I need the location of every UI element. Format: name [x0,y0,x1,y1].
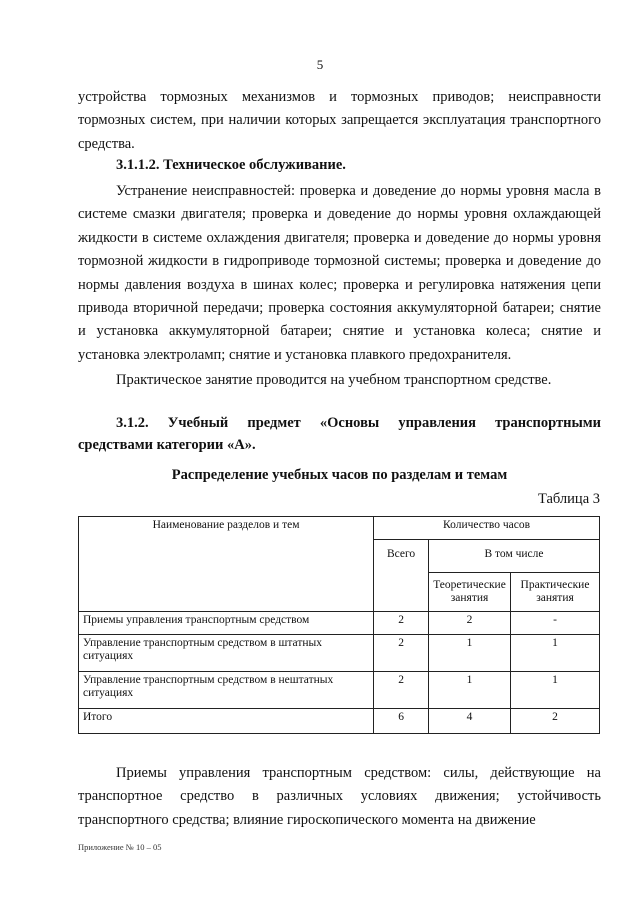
header-cell-theory: Теоретические занятия [429,573,511,612]
row-practice: 1 [511,672,600,709]
row-name: Управление транспортным средством в штатных ситуациях [79,635,374,672]
table-header-row [79,517,600,540]
hours-table [78,516,600,734]
row-total: 2 [374,672,429,709]
paragraph-brakes: устройства тормозных механизмов и тормозных приводов; неисправности тормозных систем, при наличии которых запрещается эксплуатация транспортного средства. [78,89,601,152]
header-cell-practice: Практические занятия [511,573,600,612]
heading-maintenance: 3.1.1.2. Техническое обслуживание. [116,157,346,173]
header-cell-including: В том числе [429,540,600,573]
footer-note: Приложение № 10 – 05 [78,842,162,852]
paragraph-practical: Практическое занятие проводится на учебном транспортном средстве. [116,372,552,388]
paragraph-maintenance: Устранение неисправностей: проверка и доведение до нормы уровня масла в системе смазки двигателя; проверка и доведение до нормы уровня охлаждающей жидкости в системе охлаждения двигателя; проверка и доведение до нормы уровня тормозной жидкости в гидроприводе тормозной системы; проверка и доведение до нормы давления воздуха в шинах колес; проверка и регулировка натяжения цепи привода вторичной передачи; проверка состояния аккумуляторной батареи; снятие и установка аккумуляторной батареи; снятие и установка колеса; снятие и установка электроламп; снятие и установка плавкого предохранителя. [78,183,601,363]
page-number: 5 [316,57,324,72]
header-cell-hours: Количество часов [374,517,600,540]
header-cell-total: Всего [374,540,429,612]
table-title: Распределение учебных часов по разделам и темам [171,467,508,483]
table-row [79,709,600,734]
row-total: 2 [374,635,429,672]
row-total: 2 [374,612,429,635]
row-practice: - [511,612,600,635]
row-name: Управление транспортным средством в нештатных ситуациях [79,672,374,709]
table-row [79,612,600,635]
table-row [79,672,600,709]
row-name: Приемы управления транспортным средством [79,612,374,635]
table-caption: Таблица 3 [537,491,600,507]
row-theory: 1 [429,635,511,672]
row-theory: 2 [429,612,511,635]
row-theory: 4 [429,709,511,734]
row-practice: 2 [511,709,600,734]
header-cell-name: Наименование разделов и тем [79,517,374,612]
paragraph-techniques: Приемы управления транспортным средством: силы, действующие на транспортное средство в различных условиях движения; устойчивость транспортного средства; влияние гироскопического момента на движение [78,765,601,828]
row-practice: 1 [511,635,600,672]
row-theory: 1 [429,672,511,709]
table-row [79,635,600,672]
section-heading-subject: 3.1.2. Учебный предмет «Основы управления транспортными средствами категории «А». [78,415,601,453]
row-name: Итого [79,709,374,734]
row-total: 6 [374,709,429,734]
